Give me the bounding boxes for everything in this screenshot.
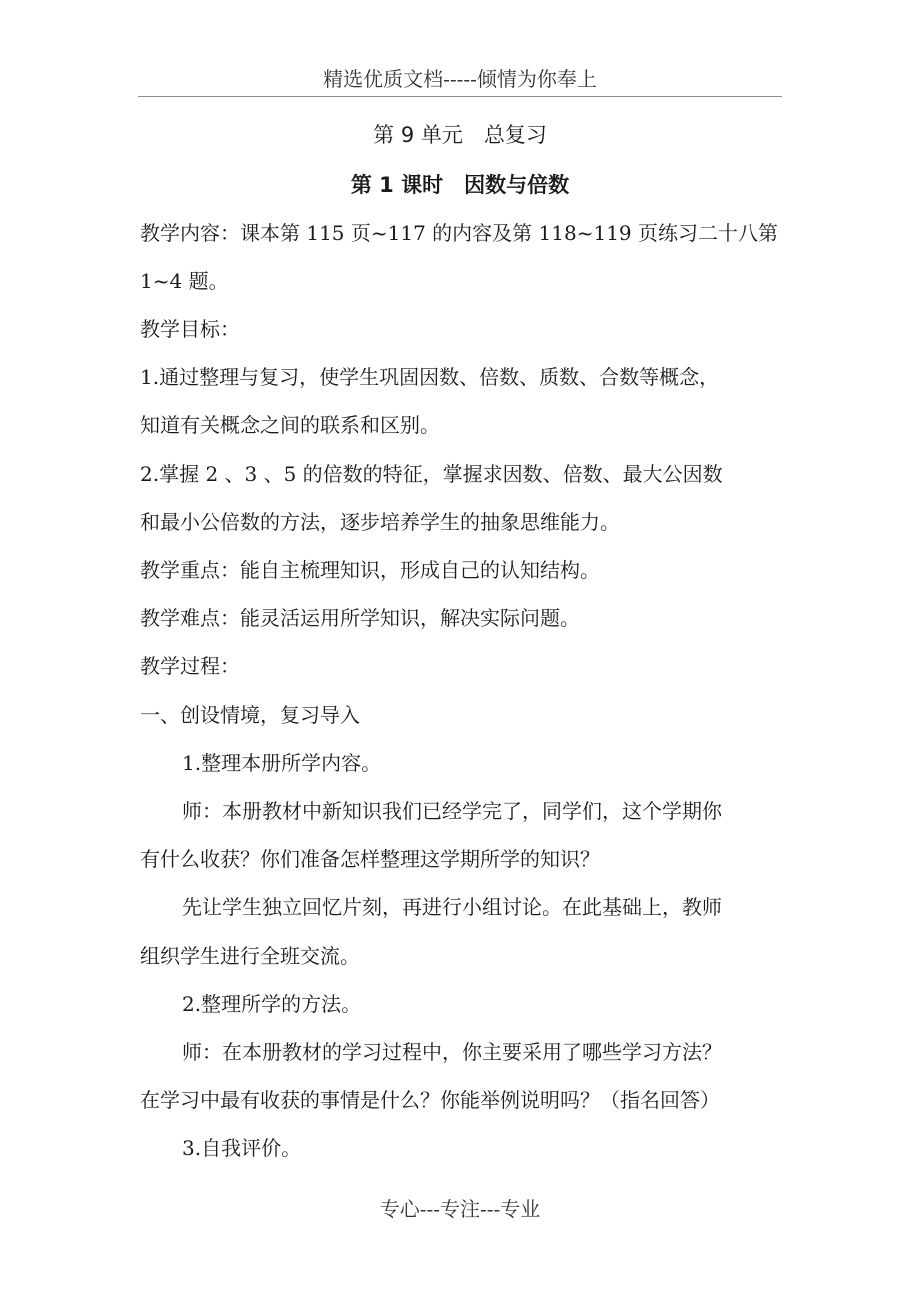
objective-2-line-cont: 和最小公倍数的方法，逐步培养学生的抽象思维能力。 — [140, 510, 620, 534]
difficulties-line: 教学难点：能灵活运用所学知识，解决实际问题。 — [140, 606, 580, 630]
activity-paragraph-cont: 组织学生进行全班交流。 — [140, 944, 360, 968]
key-points-line: 教学重点：能自主梳理知识，形成自己的认知结构。 — [140, 558, 600, 582]
teaching-content-line: 教学内容：课本第 115 页~117 的内容及第 118~119 页练习二十八第 — [140, 221, 778, 245]
step-3-heading: 3.自我评价。 — [182, 1136, 302, 1160]
objective-1-line: 1.通过整理与复习，使学生巩固因数、倍数、质数、合数等概念， — [140, 365, 720, 389]
teacher-speech-2: 师：在本册教材的学习过程中，你主要采用了哪些学习方法？ — [182, 1040, 722, 1064]
activity-paragraph: 先让学生独立回忆片刻，再进行小组讨论。在此基础上，教师 — [182, 895, 722, 919]
objective-1-line-cont: 知道有关概念之间的联系和区别。 — [140, 413, 440, 437]
teaching-content-line-cont: 1~4 题。 — [140, 269, 229, 293]
unit-title: 第 9 单元 总复习 — [373, 123, 547, 147]
teacher-speech-1: 师：本册教材中新知识我们已经学完了，同学们，这个学期你 — [182, 799, 722, 823]
page-footer: 专心---专注---专业 — [379, 1197, 541, 1221]
step-2-heading: 2.整理所学的方法。 — [182, 992, 362, 1016]
objective-2-line: 2.掌握 2 、3 、5 的倍数的特征，掌握求因数、倍数、最大公因数 — [140, 462, 723, 486]
objectives-heading: 教学目标： — [140, 317, 240, 341]
teacher-speech-2-cont: 在学习中最有收获的事情是什么？你能举例说明吗？（指名回答） — [140, 1088, 720, 1112]
process-heading: 教学过程： — [140, 654, 240, 678]
lesson-title: 第 1 课时 因数与倍数 — [350, 173, 570, 197]
section-1-heading: 一、创设情境，复习导入 — [140, 703, 360, 727]
page-header: 精选优质文档-----倾情为你奉上 — [138, 64, 782, 97]
step-1-heading: 1.整理本册所学内容。 — [182, 751, 382, 775]
teacher-speech-1-cont: 有什么收获？你们准备怎样整理这学期所学的知识？ — [140, 847, 600, 871]
